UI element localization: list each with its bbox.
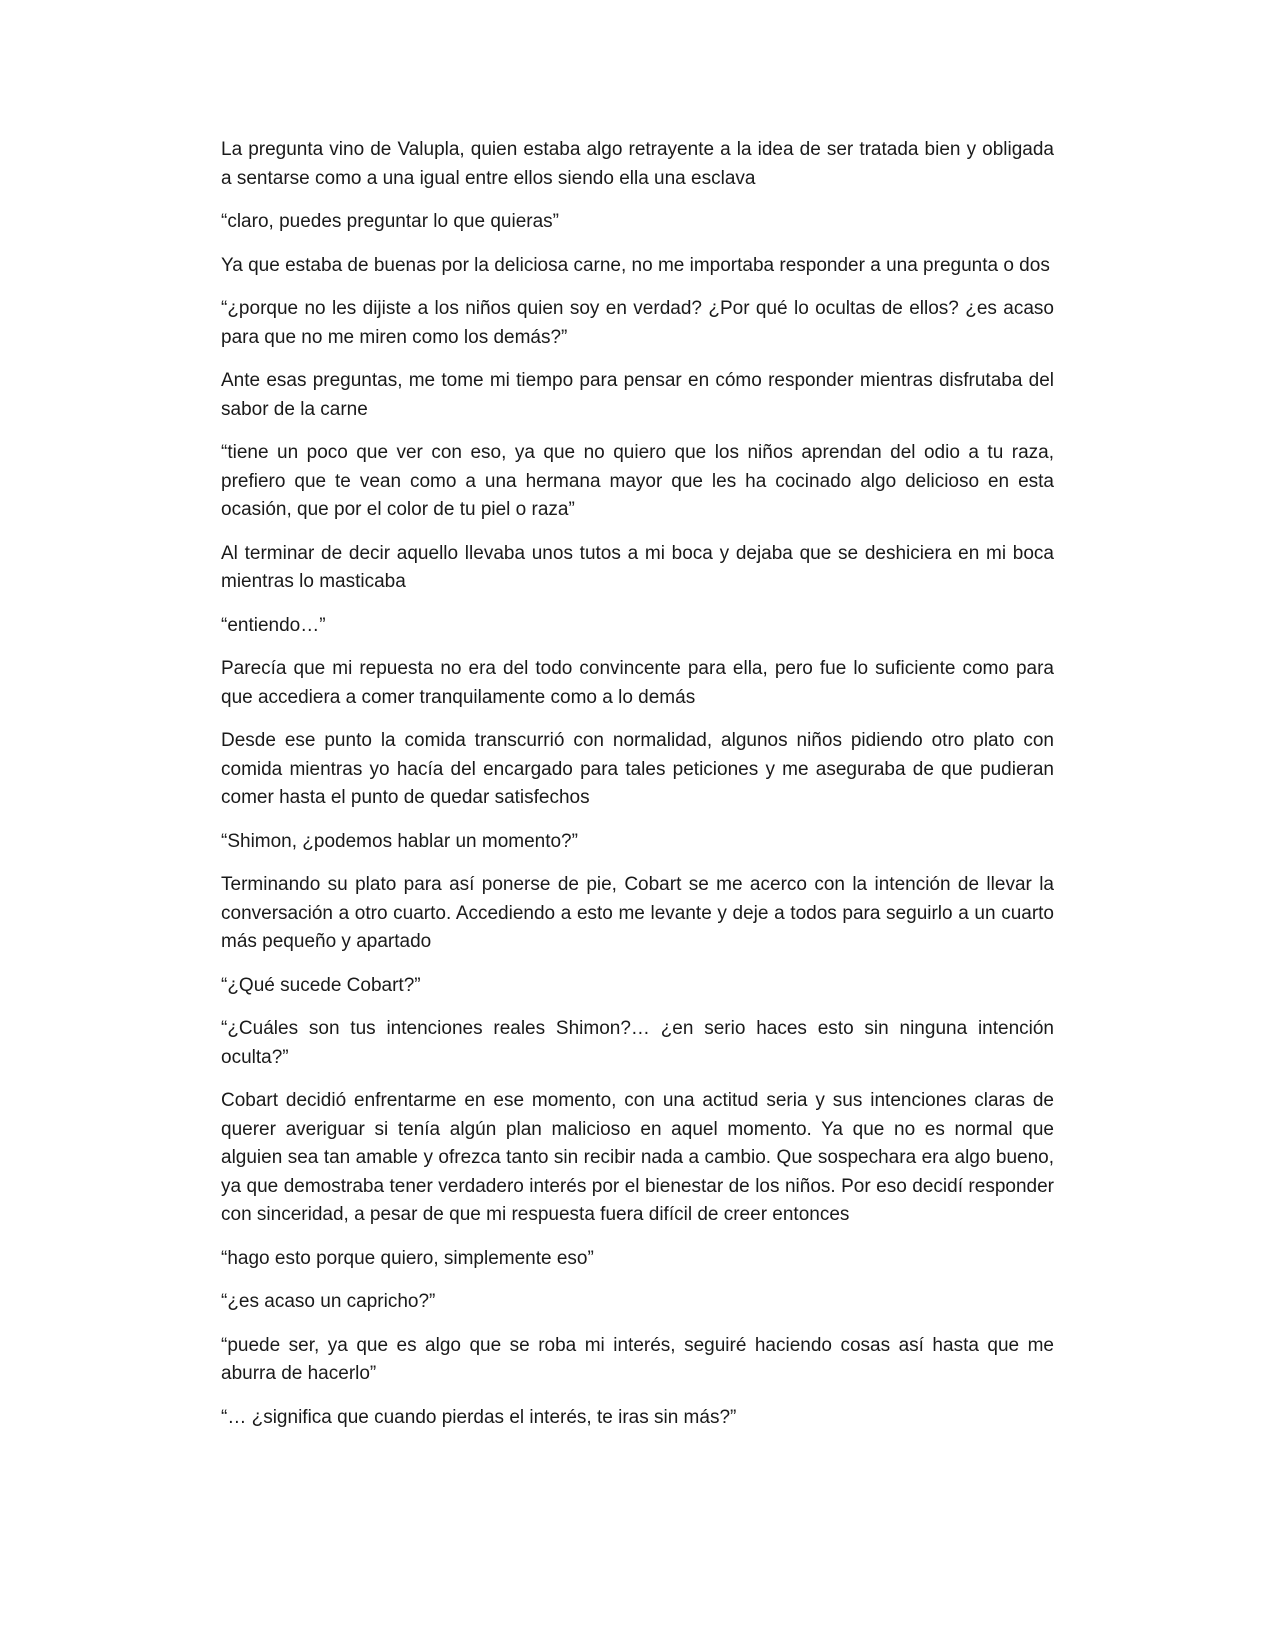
paragraph-1: La pregunta vino de Valupla, quien estaba algo retrayente a la idea de ser tratada bien y obligada a sentarse como a una igual entre ellos siendo ella una esclava	[221, 139, 1054, 189]
paragraph-11: “Shimon, ¿podemos hablar un momento?”	[221, 830, 578, 852]
paragraph-19: “… ¿significa que cuando pierdas el interés, te iras sin más?”	[221, 1406, 737, 1428]
paragraph-8: “entiendo…”	[221, 614, 326, 636]
paragraph-16: “hago esto porque quiero, simplemente eso”	[221, 1247, 594, 1269]
paragraph-17: “¿es acaso un capricho?”	[221, 1291, 436, 1312]
paragraph-4: “¿porque no les dijiste a los niños quien soy en verdad? ¿Por qué lo ocultas de ellos? ¿es acaso para que no me miren como los demás?”	[221, 298, 1054, 348]
paragraph-6: “tiene un poco que ver con eso, ya que no quiero que los niños aprendan del odio a tu raza, prefiero que te vean como a una hermana mayor que les ha cocinado algo delicioso en esta ocasión, que por el color de tu piel o raza”	[221, 442, 1054, 520]
paragraph-14: “¿Cuáles son tus intenciones reales Shimon?… ¿en serio haces esto sin ninguna intención oculta?”	[221, 1018, 1054, 1068]
paragraph-5: Ante esas preguntas, me tome mi tiempo para pensar en cómo responder mientras disfrutaba del sabor de la carne	[221, 370, 1054, 420]
paragraph-10: Desde ese punto la comida transcurrió con normalidad, algunos niños pidiendo otro plato con comida mientras yo hacía del encargado para tales peticiones y me aseguraba de que pudieran comer hasta el punto de quedar satisfechos	[221, 730, 1054, 808]
paragraph-7: Al terminar de decir aquello llevaba unos tutos a mi boca y dejaba que se deshiciera en mi boca mientras lo masticaba	[221, 542, 1054, 592]
document-body	[221, 136, 1054, 1447]
paragraph-9: Parecía que mi repuesta no era del todo convincente para ella, pero fue lo suficiente como para que accediera a comer tranquilamente como a lo demás	[221, 658, 1054, 708]
paragraph-12: Terminando su plato para así ponerse de pie, Cobart se me acerco con la intención de llevar la conversación a otro cuarto. Accediendo a esto me levante y deje a todos para seguirlo a un cuarto más pequeño y apartado	[221, 874, 1054, 952]
paragraph-18: “puede ser, ya que es algo que se roba mi interés, seguiré haciendo cosas así hasta que me aburra de hacerlo”	[221, 1334, 1054, 1384]
paragraph-3: Ya que estaba de buenas por la deliciosa carne, no me importaba responder a una pregunta o dos	[221, 254, 1050, 276]
paragraph-13: “¿Qué sucede Cobart?”	[221, 974, 421, 996]
paragraph-2: “claro, puedes preguntar lo que quieras”	[221, 211, 559, 232]
paragraph-15: Cobart decidió enfrentarme en ese momento, con una actitud seria y sus intenciones claras de querer averiguar si tenía algún plan malicioso en aquel momento. Ya que no es normal que alguien sea tan amable y ofrezca tanto sin recibir nada a cambio. Que sospechara era algo bueno, ya que demostraba tener verdadero interés por el bienestar de los niños. Por eso decidí responder con sinceridad, a pesar de que mi respuesta fuera difícil de creer entonces	[221, 1090, 1054, 1225]
